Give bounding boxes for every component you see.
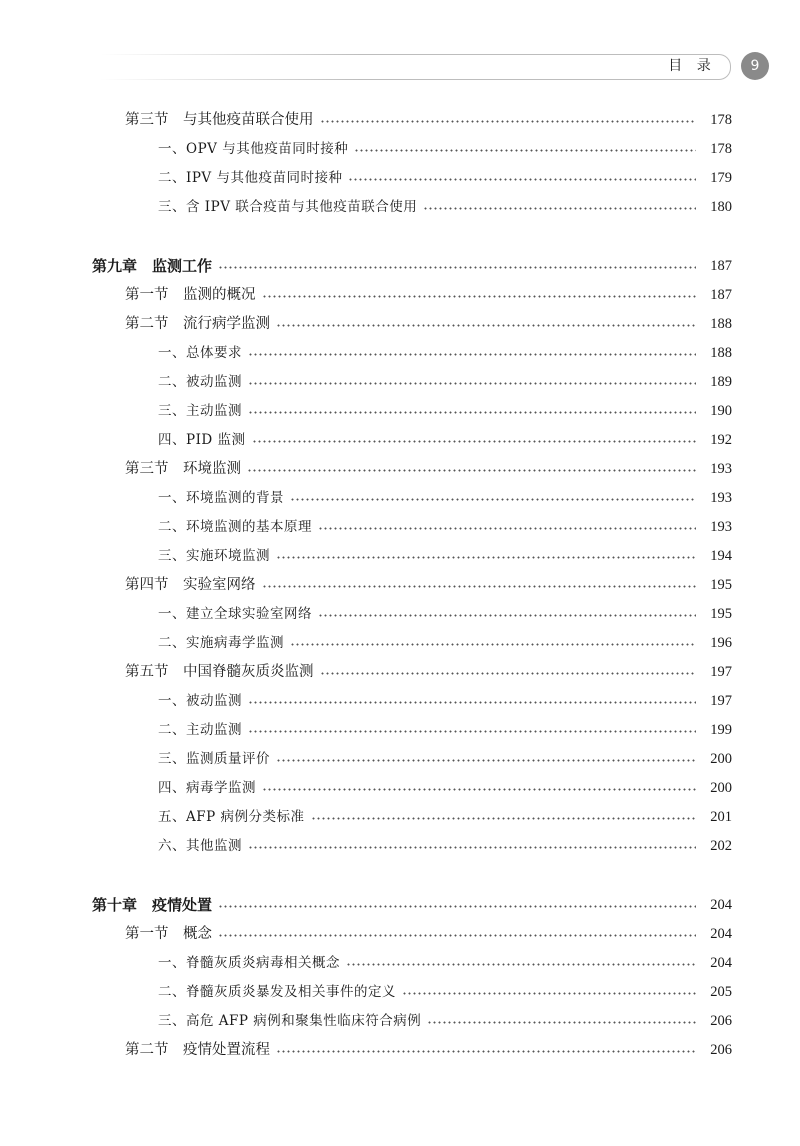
toc-leader-dots [247,467,696,474]
toc-entry [158,718,732,740]
toc-entry [158,370,732,392]
toc-entry-page: 201 [710,809,732,825]
toc-entry-page: 204 [710,897,732,913]
toc-entry-label: 第一节 监测的概况 [125,287,256,303]
toc-leader-dots [427,1019,696,1026]
toc-leader-dots [248,844,696,851]
toc-entry-label: 第十章 疫情处置 [92,896,213,914]
toc-entry-label: 二、脊髓灰质炎暴发及相关事件的定义 [158,984,396,1000]
toc-entry-page: 205 [710,984,732,1000]
toc-entry-page: 187 [710,287,732,303]
toc-entry-page: 197 [710,693,732,709]
toc-entry [158,747,732,769]
toc-entry-page: 187 [710,258,732,274]
toc-leader-dots [218,932,696,939]
toc-entry-page: 206 [710,1042,732,1058]
toc-entry-label: 三、监测质量评价 [158,751,270,767]
toc-entry-page: 188 [710,345,732,361]
toc-entry-page: 193 [710,461,732,477]
toc-leader-dots [402,990,696,997]
toc-entry-label: 第四节 实验室网络 [125,577,256,593]
toc-entry-page: 179 [710,170,732,186]
toc-leader-dots [276,554,696,561]
toc-leader-dots [262,583,697,590]
toc-entry-label: 第三节 环境监测 [125,461,241,477]
header-rule-fade [100,53,360,81]
toc-entry-label: 二、环境监测的基本原理 [158,519,312,535]
toc-entry-label: 六、其他监测 [158,838,242,854]
toc-entry [125,283,732,305]
toc-entry-page: 178 [710,112,732,128]
toc-leader-dots [276,1048,696,1055]
toc-entry-page: 196 [710,635,732,651]
toc-entry-page: 200 [710,751,732,767]
toc-leader-dots [320,670,697,677]
toc-leader-dots [346,961,696,968]
toc-entry-label: 三、实施环境监测 [158,548,270,564]
toc-entry [125,108,732,130]
toc-entry-label: 五、AFP 病例分类标准 [158,809,305,825]
toc-entry [158,399,732,421]
toc-entry-label: 三、主动监测 [158,403,242,419]
toc-entry [125,573,732,595]
toc-entry-label: 第三节 与其他疫苗联合使用 [125,112,314,128]
toc-entry-page: 190 [710,403,732,419]
toc-entry [158,486,732,508]
toc-entry [158,515,732,537]
toc-entry [125,660,732,682]
toc-entry-label: 二、被动监测 [158,374,242,390]
toc-entry [158,834,732,856]
toc-entry-page: 193 [710,490,732,506]
toc-leader-dots [248,351,696,358]
toc-entry-label: 一、总体要求 [158,345,242,361]
toc-entry [158,1009,732,1031]
toc-leader-dots [218,264,696,271]
toc-entry-label: 三、含 IPV 联合疫苗与其他疫苗联合使用 [158,199,418,215]
toc-entry [125,457,732,479]
toc-leader-dots [262,293,697,300]
toc-entry-label: 第一节 概念 [125,926,212,942]
toc-entry-page: 195 [710,606,732,622]
toc-entry-page: 180 [710,199,732,215]
toc-entry-label: 一、环境监测的背景 [158,490,284,506]
toc-leader-dots [354,147,696,154]
toc-leader-dots [311,815,697,822]
toc-entry-label: 第五节 中国脊髓灰质炎监测 [125,664,314,680]
toc-entry-page: 197 [710,664,732,680]
toc-entry [92,893,732,915]
toc-entry [125,922,732,944]
toc-entry [158,544,732,566]
page-number-badge: 9 [741,52,769,80]
toc-entry-page: 206 [710,1013,732,1029]
toc-entry-label: 三、高危 AFP 病例和聚集性临床符合病例 [158,1013,422,1029]
toc-leader-dots [290,496,696,503]
toc-entry-page: 204 [710,955,732,971]
toc-entry-label: 二、实施病毒学监测 [158,635,284,651]
toc-leader-dots [252,438,696,445]
toc-entry [158,980,732,1002]
toc-entry [158,602,732,624]
toc-entry [158,951,732,973]
toc-entry [158,689,732,711]
toc-leader-dots [318,525,696,532]
toc-entry-page: 194 [710,548,732,564]
toc-leader-dots [318,612,696,619]
toc-leader-dots [290,641,696,648]
toc-entry-page: 193 [710,519,732,535]
toc-entry-page: 178 [710,141,732,157]
toc-entry-label: 二、主动监测 [158,722,242,738]
toc-entry [158,805,732,827]
toc-entry-page: 204 [710,926,732,942]
toc-entry-label: 第九章 监测工作 [92,257,213,275]
toc-leader-dots [248,699,696,706]
toc-entry [92,254,732,276]
toc-entry-label: 第二节 疫情处置流程 [125,1042,270,1058]
toc-entry-label: 二、IPV 与其他疫苗同时接种 [158,170,343,186]
toc-entry-label: 四、病毒学监测 [158,780,256,796]
toc-leader-dots [248,728,696,735]
toc-entry [158,166,732,188]
toc-leader-dots [423,205,696,212]
running-header-title: 目 录 [668,58,716,74]
toc-entry-label: 一、建立全球实验室网络 [158,606,312,622]
toc-entry [158,776,732,798]
toc-leader-dots [218,903,696,910]
toc-entry-label: 一、被动监测 [158,693,242,709]
toc-entry-page: 195 [710,577,732,593]
toc-leader-dots [248,380,696,387]
toc-leader-dots [248,409,696,416]
toc-entry [125,1038,732,1060]
toc-entry-page: 202 [710,838,732,854]
toc-leader-dots [276,322,696,329]
toc-entry-page: 188 [710,316,732,332]
toc-entry [158,341,732,363]
toc-leader-dots [276,757,696,764]
toc-entry-page: 192 [710,432,732,448]
toc-leader-dots [320,118,697,125]
toc-entry [125,312,732,334]
toc-entry-page: 189 [710,374,732,390]
toc-entry [158,428,732,450]
toc-entry [158,195,732,217]
toc-entry-page: 200 [710,780,732,796]
toc-entry-label: 四、PID 监测 [158,432,246,448]
toc-entry [158,137,732,159]
toc-leader-dots [348,176,696,183]
toc-leader-dots [262,786,696,793]
toc-entry-label: 第二节 流行病学监测 [125,316,270,332]
toc-entry-page: 199 [710,722,732,738]
toc-entry-label: 一、脊髓灰质炎病毒相关概念 [158,955,340,971]
toc-entry-label: 一、OPV 与其他疫苗同时接种 [158,141,349,157]
toc-entry [158,631,732,653]
